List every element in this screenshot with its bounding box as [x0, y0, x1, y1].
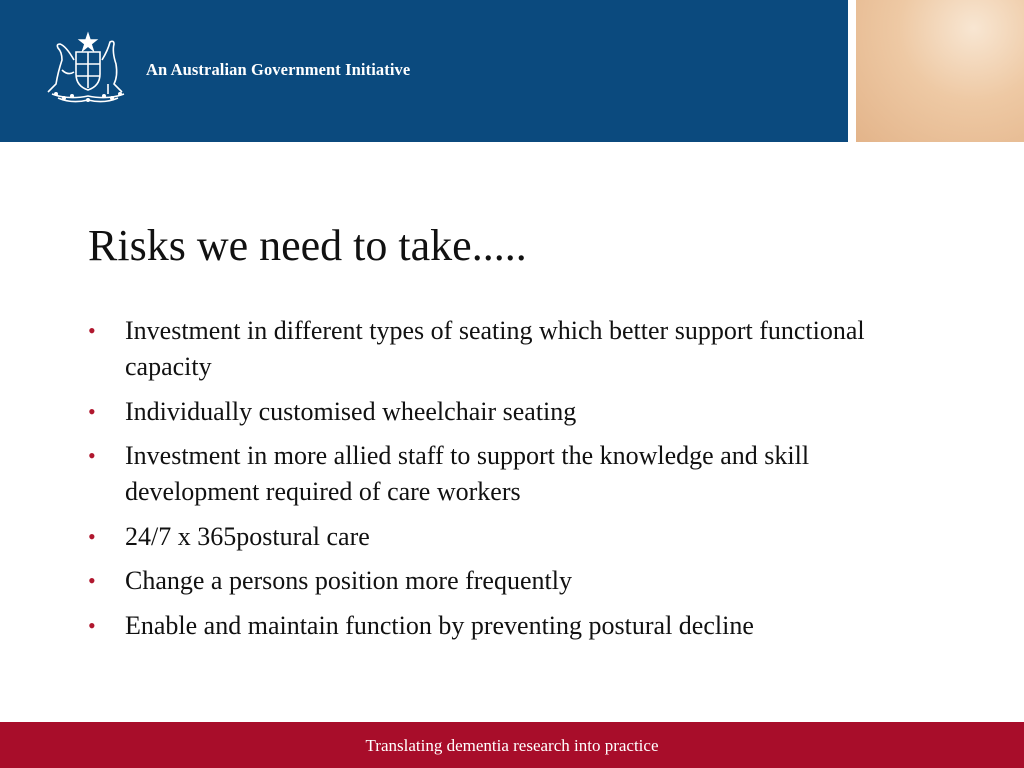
bullet-item [88, 313, 918, 385]
footer-bar [0, 722, 1024, 768]
header-banner [0, 0, 848, 142]
government-initiative-text: An Australian Government Initiative [146, 60, 411, 79]
bullet-item [88, 563, 918, 599]
bullet-item [88, 608, 918, 644]
bullet-icon: • [88, 318, 96, 343]
bullet-icon: • [88, 612, 96, 638]
bullet-item [88, 438, 918, 510]
footer-tagline: Translating dementia research into practice [365, 736, 659, 755]
bullet-text: Investment in different types of seating which better support functional capacity [125, 316, 865, 381]
bullet-icon: • [88, 443, 96, 468]
bullet-text: Enable and maintain function by preventing postural decline [125, 610, 754, 640]
bullet-icon: • [88, 568, 96, 593]
bullet-text: Change a persons position more frequently [125, 566, 572, 595]
slide-title: Risks we need to take..... [88, 221, 527, 270]
bullet-list [88, 313, 918, 652]
coat-of-arms-icon [38, 30, 138, 106]
header-divider [848, 0, 856, 142]
bullet-icon: • [88, 523, 96, 549]
header-photo [856, 0, 1024, 142]
bullet-item [88, 519, 918, 555]
bullet-icon: • [88, 398, 96, 424]
bullet-item [88, 394, 918, 430]
bullet-text: Individually customised wheelchair seating [125, 396, 577, 426]
bullet-text: Investment in more allied staff to support the knowledge and skill development required of care workers [125, 441, 810, 506]
bullet-text: 24/7 x 365postural care [125, 521, 370, 551]
